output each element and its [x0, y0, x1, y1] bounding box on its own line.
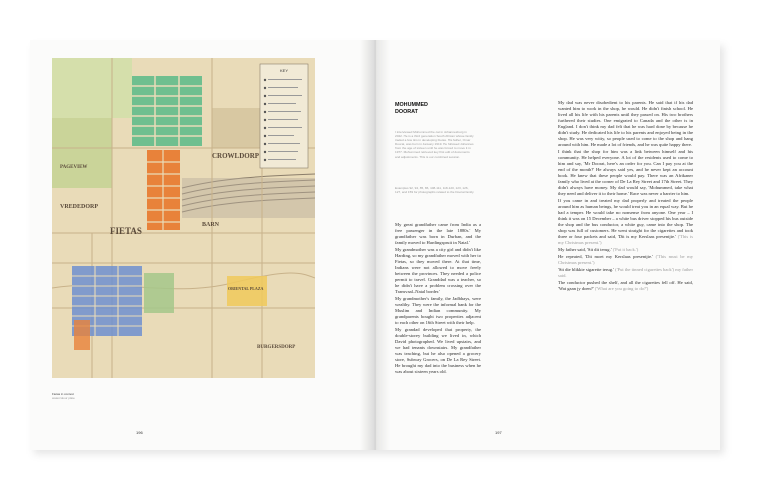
body-column-1 [395, 222, 481, 376]
translation-note: ('What are you going to do?') [593, 286, 649, 291]
intro-text: I interviewed Mohummed the cat in Johannesburg in 2022. He is a third generation South African whose family traded a few tins in developing Fietas. His father, Omar Doorat, was born in January 1919. He followed Johannes from the age of sixteen until he was forced to move it in 1977. Mohummed retrieved key first edit of documents and adjustments. This is our combined session. [395, 130, 474, 159]
paragraph-text: 'Sit die blikkie sigarette terug.' [558, 267, 614, 272]
paragraph [558, 254, 693, 266]
map-label-burgersdorp: BURGERSDORP [257, 345, 296, 350]
translation-note: ('This must be my Christmas present.') [558, 254, 693, 265]
paragraph [558, 100, 693, 148]
map-caption [52, 392, 75, 400]
map-caption-title: Fietas in context [52, 392, 74, 396]
map-label-fietas: FIETAS [110, 226, 142, 236]
page-number-left: 196 [136, 430, 143, 435]
paragraph [558, 149, 693, 197]
paragraph: My great grandfather came from India as a free passenger in the late 1880s.' My grandfather was born in Durban, and the family moved to Hardingspruit in Natal.' [395, 222, 481, 245]
map-label-pageview: PAGEVIEW [60, 165, 88, 170]
map-label-barn: BARN [202, 222, 220, 228]
paragraph-text: I think that the shop for him was a link between himself and his community. He helped everyone. A lot of the residents used to come to him and say, 'Mr Doorat, here's an order for you. Can I pay you at the end of the month?' He always said yes, and he never kept an account book. He knew that these people would pay. There was an Afrikaner family who lived at the corner of De La Rey Street and 17th Street. They didn't always have money. My dad would say, 'Mohummed, take what they need and deliver it to their home.' Race was never a barrier to him. [558, 149, 693, 196]
map-caption-sub: watercolour plate [52, 396, 75, 400]
paragraph [558, 247, 693, 253]
sources-note: Examples 92, 94, 85, 86, 108-111, 118-120, 123, 126, 127, and 159 for photographs related to the Doorat family. [395, 186, 475, 195]
paragraph [558, 280, 693, 292]
translation-note: ('Put the tinned cigarettes back') my father said. [558, 267, 694, 278]
paragraph-text: If you came in and treated my dad properly and treated the people around him as human beings, he would treat you in an equal way. But he had a temper. He would take no nonsense from anyone. One year – I think it was on 15 December – a white bus driver stopped his bus outside the shop and the bus conductor, a white guy, came into the shop. The shop was full of customers. He went straight for the cigarettes and took three or four packets and said, 'Dit is my Kerslaas presentjie.' [558, 198, 693, 239]
paragraph [558, 267, 693, 279]
map-key-title: KEY [279, 68, 289, 73]
watercolour-map [52, 58, 315, 378]
translation-note: ('This is my Christmas present.') [558, 234, 693, 245]
paragraph-text: My dad was never disobedient to his parents. He said that if his dad wanted him to work in the shop, he would. He didn't finish school. He lived all his life with his parents until they passed on. His two brothers furthered their studies. One emigrated to Canada and the other is in England. I don't think my dad felt that he was hard done by because he didn't study. He dedicated his life to his parents and enjoyed being in the shop. He was very witty, so people used to come to the shop and hang around with him. He made a lot of friends, and he was quite happy there. [558, 100, 693, 147]
chapter-title: MOHUMMED DOORAT [395, 102, 428, 115]
body-column-2 [558, 100, 693, 293]
paragraph: My grandmother was a city girl and didn't like Harding, so my grandfather moved with her to Fietas, so they moved there. At that time, Indians were not allowed to move freely between the provinces. They needed a police permit to travel. Granddad was a teacher, so he didn't have a problem crossing over the Transvaal–Natal border.' [395, 247, 481, 294]
map-label-vrededorp: VREDEDORP [60, 204, 99, 210]
paragraph: My grandmother's family, the Jadbhays, were wealthy. They were the informal bank for the Muslim and Indian community. My grandparents bought two properties adjacent to each other on 16th Street with their help. [395, 296, 481, 325]
orange-block-grid [147, 150, 180, 230]
paragraph-text: My father said, 'Sit dit terug.' [558, 247, 612, 252]
green-block-grid [132, 76, 202, 146]
paragraph-text: He repeated, 'Dit moet my Kerslaas presentjie.' [558, 254, 653, 259]
page-number-right: 197 [495, 430, 502, 435]
book-gutter [360, 40, 390, 450]
translation-note: ('Put it back.') [611, 247, 639, 252]
paragraph-text: The conductor pushed the shelf, and all the cigarettes fell off. He said, 'Wat gaan jy doen?' [558, 280, 693, 291]
map-label-oriental-plaza: ORIENTAL PLAZA [228, 286, 264, 291]
paragraph: My grandad developed that property, the double-storey building we lived in, which David photographed. We lived upstairs, and we had tenants downstairs. My grandfather was teaching, but he also opened a grocery store, Subway Grocers, on De La Rey Street. He brought my dad into the business when he was about sixteen years old. [395, 327, 481, 374]
paragraph [558, 198, 693, 246]
map-label-crowldorp: CROWLDORP [212, 152, 260, 160]
map-illustration [52, 58, 315, 378]
map-key [260, 64, 308, 168]
oriental-plaza-block [227, 276, 267, 306]
